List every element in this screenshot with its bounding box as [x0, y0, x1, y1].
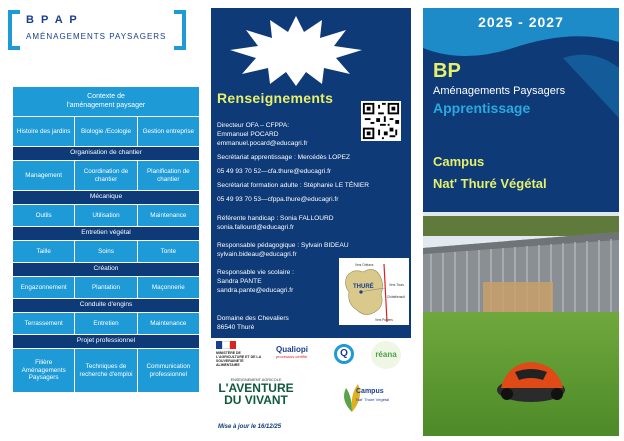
- contact-line: Responsable pédagogique : Sylvain BIDEAU: [217, 242, 349, 249]
- table-cell: [13, 349, 75, 393]
- table-cell: [75, 313, 137, 335]
- contact-line: Directeur OFA – CFPPA:: [217, 122, 290, 129]
- address-line: Domaine des Chevaliers: [217, 315, 289, 322]
- table-row: [13, 349, 200, 393]
- table-row: [13, 205, 200, 227]
- table-cell: [137, 117, 199, 147]
- table-row: [13, 161, 200, 191]
- map-label: Châtellerault: [387, 295, 405, 299]
- map-label: Vers Poitiers: [375, 318, 393, 322]
- contact-line: Secrétariat formation adulte : Stéphanie LE TÉNIER: [217, 182, 369, 189]
- aventure-line1: L'AVENTURE: [218, 381, 294, 395]
- table-cell: [137, 241, 199, 263]
- table-cell: [13, 241, 75, 263]
- campus-logo-text: Campus: [356, 388, 384, 395]
- pedagogy-contact: [217, 241, 349, 259]
- cell-text: Soins: [98, 247, 114, 255]
- ministere-logo: [216, 341, 268, 371]
- starburst-decoration: [226, 14, 366, 86]
- table-cell: [13, 277, 75, 299]
- table-header-row: [13, 147, 200, 161]
- contact-line: Responsable vie scolaire :: [217, 269, 294, 276]
- table-cell: [137, 313, 199, 335]
- contact-line: Emmanuel POCARD: [217, 131, 279, 138]
- address: [217, 314, 289, 332]
- aventure-line2: DU VIVANT: [224, 393, 288, 407]
- table-cell: [13, 117, 75, 147]
- table-section-header: Mécanique: [13, 191, 200, 205]
- update-date: Mise à jour le 16/12/25: [218, 424, 282, 430]
- qualiopi-sub: processus certifié: [276, 354, 308, 359]
- table-section-header: Entretien végétal: [13, 227, 200, 241]
- contact-line[interactable]: 05 49 93 70 53—cfppa.thure@educagri.fr: [217, 196, 339, 203]
- contact-line[interactable]: sylvain.bideau@educagri.fr: [217, 251, 297, 258]
- table-section-header: Conduite d'engins: [13, 299, 200, 313]
- bracket-right: [174, 10, 186, 50]
- curriculum-table: [12, 86, 200, 393]
- table-title: Contexte de l'aménagement paysager: [13, 87, 200, 117]
- table-row: [13, 313, 200, 335]
- cell-text: Filière Aménagements Paysagers: [21, 358, 66, 382]
- contact-line: Sandra PANTE: [217, 278, 262, 285]
- table-cell: [75, 117, 137, 147]
- cell-text: Tonte: [160, 247, 177, 255]
- qualiopi-text: Qualiopi: [276, 345, 308, 354]
- apprenticeship-label: Apprentissage: [433, 100, 531, 116]
- cell-text: Terrassement: [24, 319, 63, 327]
- aventure-top: ENSEIGNEMENT AGRICOLE: [230, 378, 282, 382]
- cell-text: Entretien: [93, 319, 119, 327]
- bracket-left: [8, 10, 20, 50]
- years-label: 2025 - 2027: [478, 14, 564, 30]
- table-header-row: [13, 87, 200, 117]
- program-subtitle: AMÉNAGEMENTS PAYSAGERS: [26, 32, 167, 41]
- program-panel: [0, 0, 205, 441]
- aventure-logo: [218, 378, 294, 406]
- cell-text: Engazonnement: [20, 283, 67, 291]
- table-cell: [13, 161, 75, 191]
- contact-line[interactable]: 05 49 93 70 52—cfa.thure@educagri.fr: [217, 168, 332, 175]
- bp-title: BP: [433, 60, 461, 82]
- table-cell: [137, 205, 199, 227]
- info-panel: [211, 8, 411, 338]
- cell-text: Communication professionnel: [146, 362, 191, 378]
- table-cell: [13, 205, 75, 227]
- campus-title-line2: Nat' Thuré Végétal: [433, 176, 547, 191]
- cell-text: Taille: [36, 247, 51, 255]
- table-section-header: Organisation de chantier: [13, 147, 200, 161]
- contact-line[interactable]: sonia.fallourd@educagri.fr: [217, 224, 295, 231]
- campus-logo-sub: Nat' Thuré Végétal: [356, 397, 390, 402]
- table-header-row: [13, 335, 200, 349]
- campus-photo: [423, 212, 619, 436]
- reana-logo: réana: [371, 341, 401, 369]
- section-title: Renseignements: [217, 90, 334, 106]
- handicap-contact: [217, 214, 334, 232]
- cell-text: Maçonnerie: [151, 283, 185, 291]
- contact-line: Référente handicap : Sonia FALLOURD: [217, 215, 334, 222]
- map-city-label: THURÉ: [353, 284, 374, 290]
- table-cell: [13, 313, 75, 335]
- campus-logo: [340, 378, 402, 416]
- table-cell: [137, 277, 199, 299]
- cell-text: Planification de chantier: [146, 167, 190, 183]
- table-cell: [137, 161, 199, 191]
- cover-panel: [423, 8, 619, 436]
- table-header-row: [13, 227, 200, 241]
- location-map: [339, 258, 409, 325]
- table-header-row: [13, 263, 200, 277]
- cell-text: Management: [25, 171, 63, 179]
- ministere-text: MINISTÈRE DE L'AGRICULTURE ET DE LA SOUVERAINETÉ ALIMENTAIRE: [216, 351, 261, 367]
- contact-line[interactable]: sandra.pante@educagri.fr: [217, 287, 294, 294]
- program-name: Aménagements Paysagers: [433, 85, 566, 97]
- cell-text: Outils: [35, 211, 52, 219]
- director-contact: [217, 121, 308, 148]
- cell-text: Utilisation: [92, 211, 120, 219]
- address-line: 86540 Thuré: [217, 324, 255, 331]
- qualiopi-logo: [276, 345, 324, 359]
- cell-text: Maintenance: [150, 319, 187, 327]
- secretariat-contact: [217, 153, 369, 204]
- cell-text: Biologie /Ecologie: [80, 127, 132, 135]
- table-header-row: [13, 299, 200, 313]
- school-life-contact: [217, 268, 294, 295]
- table-cell: [75, 277, 137, 299]
- table-row: [13, 117, 200, 147]
- cell-text: Gestion entreprise: [142, 127, 195, 135]
- qr-code-icon: [361, 101, 401, 141]
- table-header-row: [13, 191, 200, 205]
- table-cell: [75, 205, 137, 227]
- table-cell: [75, 241, 137, 263]
- cell-text: Techniques de recherche d'emploi: [79, 362, 133, 378]
- cell-text: Maintenance: [150, 211, 187, 219]
- cell-text: Coordination de chantier: [83, 167, 129, 183]
- table-section-header: Projet professionnel: [13, 335, 200, 349]
- table-row: [13, 277, 200, 299]
- table-cell: [137, 349, 199, 393]
- table-cell: [75, 349, 137, 393]
- table-section-header: Création: [13, 263, 200, 277]
- contact-line[interactable]: emmanuel.pocard@educagri.fr: [217, 140, 308, 147]
- contact-line: Secrétariat apprentissage : Mercédès LOPEZ: [217, 154, 351, 161]
- map-label: Vers Orléans: [355, 263, 374, 267]
- cell-text: Histoire des jardins: [16, 127, 71, 135]
- program-title: B P A P: [26, 14, 79, 26]
- map-label: Vers Tours: [389, 283, 404, 287]
- q-logo: Q: [334, 344, 354, 364]
- table-cell: [75, 161, 137, 191]
- table-row: [13, 241, 200, 263]
- cell-text: Plantation: [91, 283, 120, 291]
- campus-title-line1: Campus: [433, 154, 485, 169]
